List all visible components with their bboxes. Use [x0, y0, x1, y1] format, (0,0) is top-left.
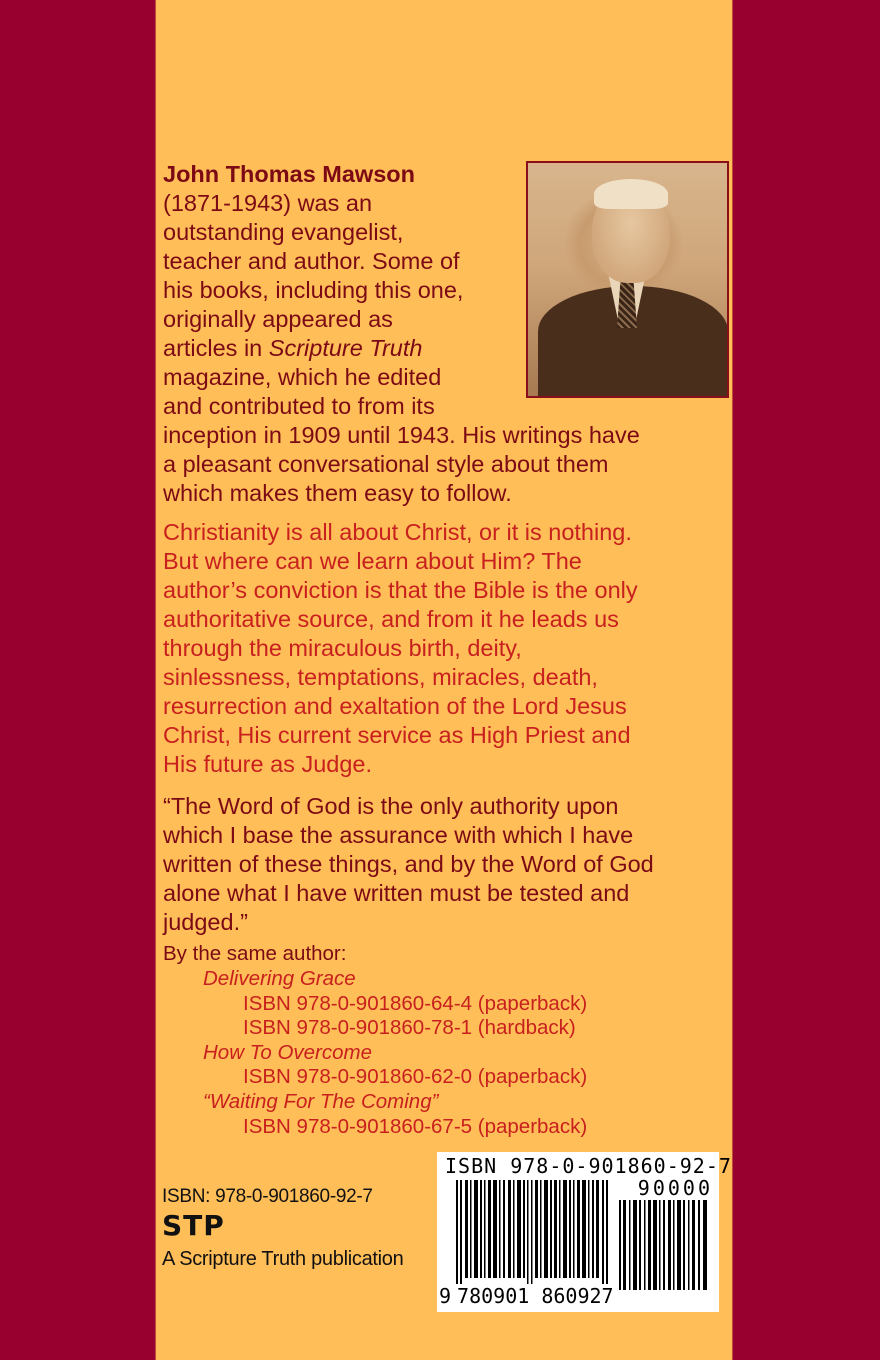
- bio-line: originally appeared as: [163, 306, 393, 332]
- bio-line: a pleasant conversational style about them: [163, 451, 609, 477]
- description-line: Christianity is all about Christ, or it is nothing.: [163, 519, 632, 545]
- description-line: But where can we learn about Him? The: [163, 548, 582, 574]
- description-line: Christ, His current service as High Priest and: [163, 722, 631, 748]
- barcode-addon-bars-icon: [619, 1200, 711, 1290]
- quote-line: judged.”: [163, 909, 248, 935]
- quote-line: which I base the assurance with which I have: [163, 822, 634, 848]
- same-author-list: [163, 967, 587, 1139]
- book-isbn: ISBN 978-0-901860-64-4 (paperback): [243, 991, 588, 1015]
- bio-line: outstanding evangelist,: [163, 219, 404, 245]
- description-line: through the miraculous birth, deity,: [163, 635, 522, 661]
- isbn-barcode: [437, 1152, 732, 1312]
- bio-line: his books, including this one,: [163, 277, 464, 303]
- barcode-bars-icon: [456, 1180, 611, 1290]
- photo-hair: [594, 179, 668, 209]
- book-description: [163, 518, 638, 779]
- description-line: author’s conviction is that the Bible is the only: [163, 577, 638, 603]
- book-isbn: ISBN 978-0-901860-78-1 (hardback): [243, 1016, 576, 1040]
- quote-line: “The Word of God is the only authority upon: [163, 793, 619, 819]
- book-isbn: ISBN 978-0-901860-67-5 (paperback): [243, 1114, 588, 1138]
- barcode-lead-digit: 9: [439, 1284, 452, 1308]
- bio-line: and contributed to from its: [163, 393, 435, 419]
- description-line: authoritative source, and from it he leads us: [163, 606, 619, 632]
- same-author-heading: By the same author:: [163, 942, 347, 965]
- author-name: John Thomas Mawson: [163, 161, 415, 187]
- bio-line: magazine, which he edited: [163, 364, 442, 390]
- barcode-addon-digits: 90000: [637, 1176, 713, 1200]
- description-line: sinlessness, temptations, miracles, death,: [163, 664, 598, 690]
- quote-line: written of these things, and by the Word of God: [163, 851, 654, 877]
- quote-line: alone what I have written must be tested and: [163, 880, 630, 906]
- book-isbn: ISBN 978-0-901860-62-0 (paperback): [243, 1065, 588, 1089]
- description-line: His future as Judge.: [163, 751, 372, 777]
- barcode-digit-groups: 780901 860927: [457, 1284, 614, 1308]
- bio-line: inception in 1909 until 1943. His writings have: [163, 422, 640, 448]
- bio-line: (1871-1943) was an: [163, 190, 373, 216]
- imprint-isbn: ISBN: 978-0-901860-92-7: [162, 1186, 373, 1207]
- bio-text: articles in: [163, 335, 269, 361]
- bio-line: teacher and author. Some of: [163, 248, 460, 274]
- author-quote: [163, 792, 654, 937]
- book-title: How To Overcome: [203, 1040, 372, 1064]
- book-title: Delivering Grace: [203, 967, 356, 990]
- barcode-digits: [439, 1284, 614, 1308]
- barcode-isbn-label: ISBN 978-0-901860-92-7: [445, 1154, 732, 1178]
- publisher-tagline: A Scripture Truth publication: [162, 1248, 404, 1270]
- publisher-logo: STP: [162, 1209, 225, 1242]
- author-photo: [526, 161, 729, 398]
- book-title: “Waiting For The Coming”: [203, 1089, 439, 1113]
- bio-line: which makes them easy to follow.: [163, 480, 512, 506]
- magazine-title: Scripture Truth: [268, 335, 423, 361]
- description-line: resurrection and exaltation of the Lord Jesus: [163, 693, 627, 719]
